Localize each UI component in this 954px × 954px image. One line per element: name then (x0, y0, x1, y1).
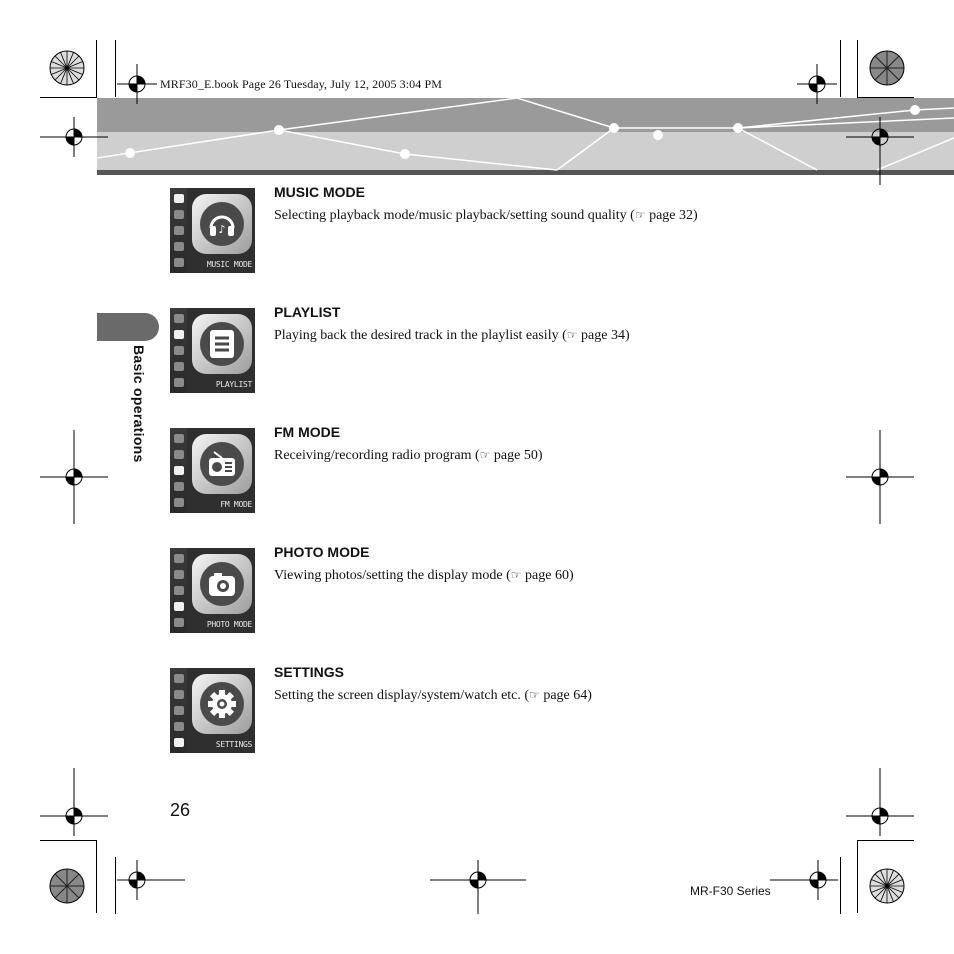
entry-title: PLAYLIST (274, 304, 341, 320)
description-text: Viewing photos/setting the display mode ( (274, 568, 511, 583)
page-reference: page 34) (581, 328, 630, 343)
description-text: Receiving/recording radio program ( (274, 448, 480, 463)
crop-mark (840, 857, 841, 914)
entry-description (274, 326, 834, 345)
description-text: Selecting playback mode/music playback/setting sound quality ( (274, 208, 635, 223)
mode-strip (170, 188, 187, 273)
entry-title: MUSIC MODE (274, 184, 365, 200)
crop-mark (115, 857, 116, 914)
page-reference: page 64) (543, 688, 592, 703)
description-text: Setting the screen display/system/watch etc. ( (274, 688, 530, 703)
entry-title: FM MODE (274, 424, 341, 440)
section-tab (97, 313, 159, 341)
music-mode-screen-thumbnail (170, 188, 255, 273)
svg-text:♪: ♪ (218, 223, 226, 236)
photo-mode-screen-thumbnail (170, 548, 255, 633)
header-banner (97, 98, 954, 175)
mode-strip (170, 428, 187, 513)
registration-mark-icon (117, 860, 185, 900)
section-tab-label: Basic operations (131, 345, 147, 463)
registration-mark-icon (846, 768, 914, 836)
registration-mark-icon (40, 117, 108, 157)
crop-mark (40, 840, 97, 841)
crop-mark (857, 840, 858, 913)
crop-mark (96, 840, 97, 913)
entry-description (274, 566, 834, 585)
registration-mark-icon (846, 117, 914, 185)
registration-mark-icon (770, 860, 838, 900)
crop-mark (857, 97, 914, 98)
playlist-icon (192, 314, 252, 374)
fm-mode-screen-thumbnail (170, 428, 255, 513)
menu-entry-settings (170, 664, 870, 758)
sunburst-mark-icon (869, 868, 905, 904)
settings-screen-thumbnail (170, 668, 255, 753)
menu-entry-music-mode (170, 184, 870, 278)
entry-title: PHOTO MODE (274, 544, 370, 560)
crop-mark (857, 40, 858, 97)
thumbnail-caption: FM MODE (220, 500, 252, 509)
entry-title: SETTINGS (274, 664, 345, 680)
camera-icon (192, 554, 252, 614)
page-reference-icon: ☞ (510, 568, 522, 582)
entry-description (274, 446, 834, 465)
crop-mark (115, 40, 116, 97)
crop-mark (40, 97, 97, 98)
thumbnail-caption: PHOTO MODE (206, 620, 252, 629)
entry-description (274, 206, 834, 225)
registration-mark-icon (40, 768, 108, 836)
mode-strip (170, 668, 187, 753)
page-reference: page 50) (493, 448, 543, 463)
menu-entry-playlist (170, 304, 870, 398)
description-text: Playing back the desired track in the playlist easily ( (274, 328, 567, 343)
thumbnail-caption: MUSIC MODE (206, 260, 252, 269)
sunburst-mark-icon (49, 50, 85, 86)
registration-mark-icon (430, 860, 526, 914)
crop-mark (840, 40, 841, 97)
thumbnail-caption: PLAYLIST (215, 380, 252, 389)
print-header-info: MRF30_E.book Page 26 Tuesday, July 12, 2005 3:04 PM (160, 77, 443, 91)
sunburst-mark-icon (49, 868, 85, 904)
sunburst-mark-icon (869, 50, 905, 86)
page-reference: page 60) (525, 568, 574, 583)
entry-description (274, 686, 834, 705)
registration-mark-icon (40, 430, 108, 524)
page-reference-icon: ☞ (479, 448, 491, 462)
menu-entry-photo-mode (170, 544, 870, 638)
registration-mark-icon (797, 64, 837, 104)
thumbnail-caption: SETTINGS (215, 740, 252, 749)
page-reference-icon: ☞ (634, 208, 646, 222)
page-reference-icon: ☞ (529, 688, 540, 702)
mode-strip (170, 308, 187, 393)
registration-mark-icon (117, 64, 157, 104)
radio-icon (192, 434, 252, 494)
page-reference-icon: ☞ (566, 328, 578, 342)
playlist-screen-thumbnail (170, 308, 255, 393)
gear-icon (192, 674, 252, 734)
menu-entry-fm-mode (170, 424, 870, 518)
crop-mark (96, 40, 97, 97)
series-name: MR-F30 Series (690, 884, 771, 898)
headphones-icon (192, 194, 252, 254)
crop-mark (857, 840, 914, 841)
mode-strip (170, 548, 187, 633)
page-reference: page 32) (649, 208, 698, 223)
page-number: 26 (170, 800, 191, 820)
